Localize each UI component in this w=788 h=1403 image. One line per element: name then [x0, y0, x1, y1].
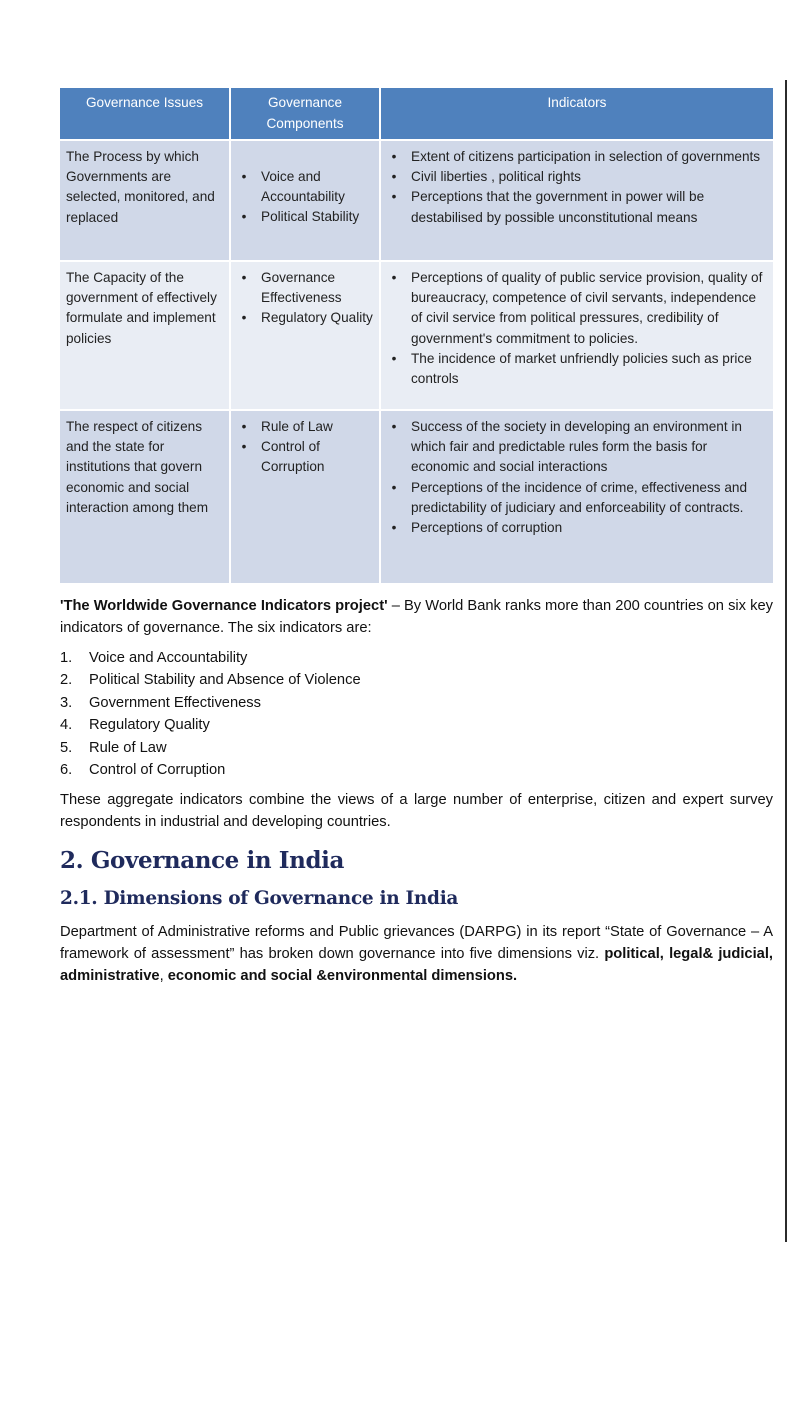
wgi-project-title: 'The Worldwide Governance Indicators project' [60, 598, 388, 614]
list-item [387, 268, 769, 349]
indicator-label: Regulatory Quality [89, 717, 210, 734]
component-label: Control of Corruption [261, 439, 325, 475]
indicators-cell [381, 141, 773, 262]
aggregate-paragraph: These aggregate indicators combine the views of a large number of enterprise, citizen and expert survey respondents in industrial and developing countries. [60, 792, 773, 831]
bullet-icon: • [391, 419, 397, 434]
subsection-heading: 2.1. Dimensions of Governance in India [60, 888, 459, 910]
bullet-icon: • [241, 439, 247, 455]
darpg-paragraph [60, 921, 773, 987]
indicator-label: Government Effectiveness [89, 694, 261, 711]
list-item [387, 518, 769, 538]
list-item [237, 437, 375, 477]
dimensions-separator: , [159, 968, 168, 985]
table-header-row [60, 88, 773, 141]
components-cell [231, 141, 381, 262]
components-cell [231, 262, 381, 411]
indicator-label: Political Stability and Absence of Violence [89, 672, 361, 689]
components-cell [231, 411, 381, 585]
table-row [60, 141, 773, 262]
bullet-icon: • [391, 520, 397, 536]
header-indicators: Indicators [381, 88, 773, 141]
bullet-icon: • [391, 350, 397, 366]
issue-cell: The Capacity of the government of effectively formulate and implement policies [60, 262, 231, 411]
bullet-icon: • [241, 169, 247, 184]
list-item [237, 207, 375, 227]
component-label: Governance Effectiveness [261, 270, 342, 306]
table-row [60, 411, 773, 585]
list-item [387, 187, 769, 227]
list-item [60, 669, 773, 691]
bullet-icon: • [391, 149, 397, 164]
list-item [237, 308, 375, 328]
list-item [60, 714, 773, 736]
bullet-icon: • [241, 209, 247, 225]
bullet-icon: • [391, 169, 397, 185]
bullet-icon: • [241, 419, 247, 434]
list-item [60, 647, 773, 669]
bullet-icon: • [391, 270, 397, 285]
indicator-text: Perceptions that the government in power will be destabilised by possible unconstitutional means [411, 189, 705, 225]
dimensions-bold-2: economic and social &environmental dimensions. [167, 968, 518, 985]
table-row [60, 262, 773, 411]
list-item [387, 478, 769, 518]
list-item [60, 737, 773, 759]
wgi-intro-paragraph [60, 595, 773, 639]
indicator-text: The incidence of market unfriendly policies such as price controls [411, 350, 752, 387]
indicator-label: Voice and Accountability [89, 650, 248, 666]
header-governance-components: Governance Components [231, 88, 381, 141]
section-heading: 2. Governance in India [60, 847, 344, 875]
list-item [387, 417, 769, 478]
indicators-cell [381, 411, 773, 585]
page-margin-rule [785, 80, 787, 1242]
issue-cell: The Process by which Governments are selected, monitored, and replaced [60, 141, 231, 262]
governance-table [60, 88, 773, 585]
six-indicators-list [60, 647, 773, 781]
indicator-text: Perceptions of the incidence of crime, effectiveness and predictability of judiciary and enforceability of contracts. [411, 479, 748, 515]
component-label: Political Stability [261, 209, 360, 225]
indicator-text: Extent of citizens participation in selection of governments [411, 149, 761, 164]
list-item [237, 167, 375, 207]
indicator-text: Civil liberties , political rights [411, 169, 581, 185]
list-number: 1. [60, 650, 73, 666]
indicator-label: Rule of Law [89, 739, 167, 756]
component-label: Rule of Law [261, 419, 333, 434]
document-content [60, 88, 773, 987]
list-item [237, 268, 375, 308]
list-item [387, 167, 769, 187]
list-number: 3. [60, 694, 73, 711]
list-number: 2. [60, 672, 73, 689]
component-label: Voice and Accountability [261, 169, 345, 205]
issue-cell: The respect of citizens and the state for institutions that govern economic and social interaction among them [60, 411, 231, 585]
list-item [60, 692, 773, 714]
indicators-cell [381, 262, 773, 411]
bullet-icon: • [241, 270, 247, 285]
wgi-intro-text: – By World Bank ranks more than 200 countries on six key indicators of governance. The six indicators are: [60, 598, 773, 636]
header-governance-issues: Governance Issues [60, 88, 231, 141]
indicator-text: Perceptions of quality of public service provision, quality of bureaucracy, competence of civil servants, independence of civil service from political pressures, credibility of government's commitment to policies. [411, 270, 763, 346]
list-item [387, 147, 769, 167]
bullet-icon: • [391, 479, 397, 495]
dimensions-bold-1: political, legal& judicial, administrative [60, 946, 773, 985]
component-label: Regulatory Quality [261, 310, 373, 326]
list-number: 6. [60, 762, 73, 779]
list-number: 5. [60, 739, 73, 756]
list-item [237, 417, 375, 437]
indicator-label: Control of Corruption [89, 762, 226, 779]
list-item [387, 349, 769, 389]
indicator-text: Perceptions of corruption [411, 520, 563, 536]
darpg-text: Department of Administrative reforms and Public grievances (DARPG) in its report “State of Governance – A framework of assessment” has broken down governance into five dimensions viz. [60, 924, 773, 963]
list-number: 4. [60, 717, 73, 734]
bullet-icon: • [391, 189, 397, 205]
bullet-icon: • [241, 310, 247, 326]
list-item [60, 759, 773, 781]
indicator-text: Success of the society in developing an environment in which fair and predictable rules form the basis for economic and social interactions [411, 419, 742, 475]
